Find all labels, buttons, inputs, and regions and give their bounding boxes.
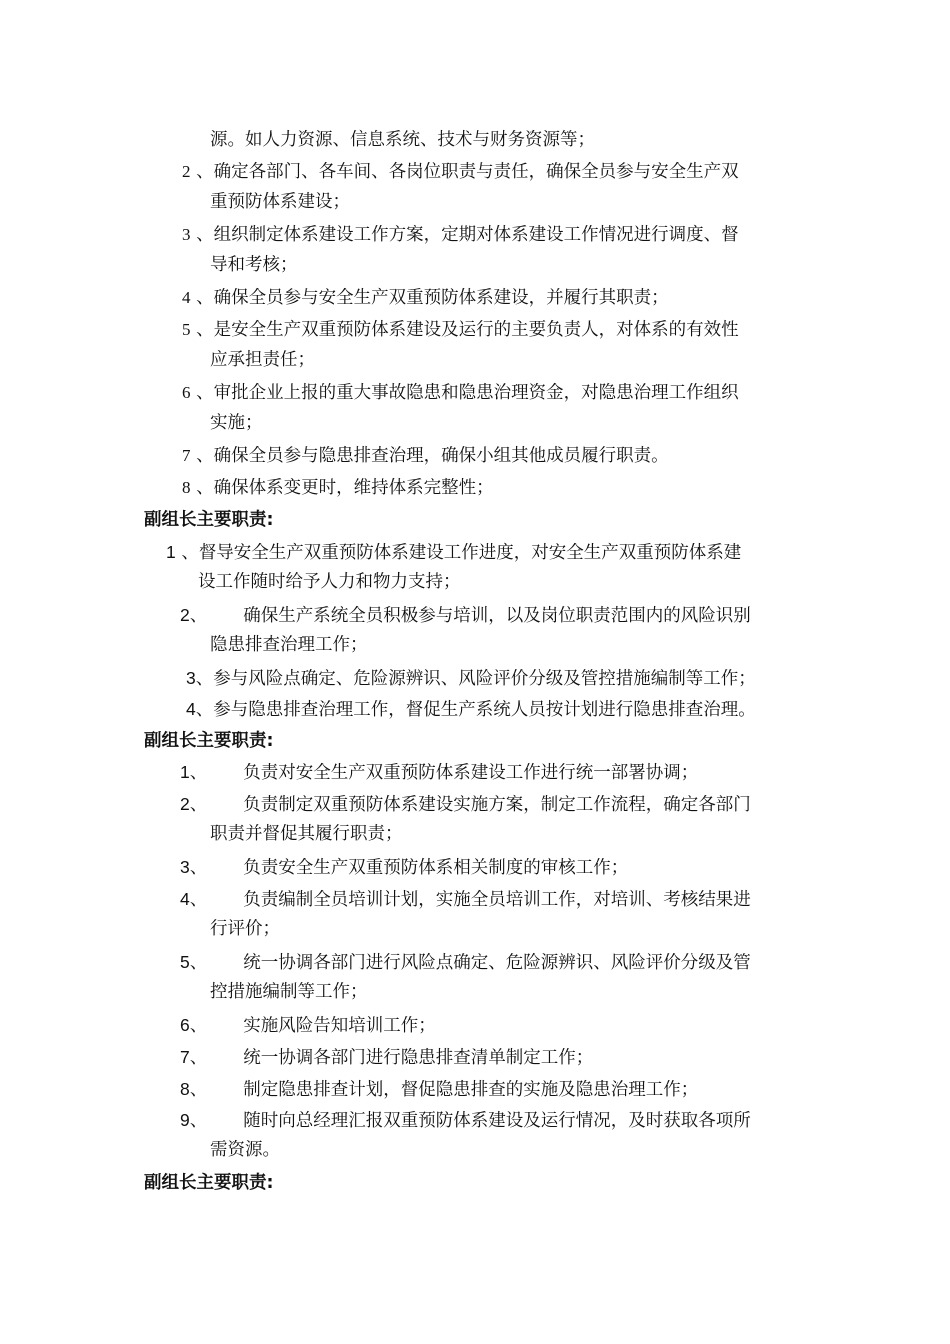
list-item	[182, 444, 669, 468]
item-number: 3	[180, 857, 190, 877]
item-text-continued: 应承担责任；	[210, 350, 315, 370]
list-item	[182, 318, 739, 342]
item-text: 负责编制全员培训计划，实施全员培训工作，对培训、考核结果进	[243, 890, 751, 910]
continuation-text: 源。如人力资源、信息系统、技术与财务资源等；	[210, 130, 595, 150]
list-item	[180, 855, 628, 880]
item-text: 审批企业上报的重大事故隐患和隐患治理资金，对隐患治理工作组织	[213, 383, 739, 403]
item-number: 4	[180, 889, 190, 909]
item-text: 制定隐患排查计划，督促隐患排查的实施及隐患治理工作；	[243, 1080, 699, 1100]
item-separator: 、	[196, 478, 214, 498]
item-number: 5	[182, 320, 191, 339]
item-text: 确保生产系统全员积极参与培训，以及岗位职责范围内的风险识别	[243, 606, 751, 626]
list-item	[180, 950, 751, 975]
item-number: 4	[186, 699, 196, 719]
item-number: 4	[182, 288, 191, 307]
item-separator: 、	[195, 669, 214, 689]
item-separator: 、	[189, 890, 208, 910]
item-text-continued: 设工作随时给予人力和物力支持；	[198, 572, 461, 592]
item-text: 确保体系变更时，维持体系完整性；	[213, 478, 494, 498]
item-separator: 、	[189, 858, 208, 878]
item-number: 6	[182, 383, 191, 402]
item-text: 负责制定双重预防体系建设实施方案，制定工作流程，确定各部门	[243, 795, 751, 815]
item-text: 实施风险告知培训工作；	[243, 1016, 436, 1036]
item-text-continued: 控措施编制等工作；	[210, 982, 368, 1002]
item-number: 5	[180, 952, 190, 972]
item-number: 7	[180, 1047, 190, 1067]
item-number: 3	[186, 668, 196, 688]
item-text: 组织制定体系建设工作方案，定期对体系建设工作情况进行调度、督	[213, 225, 739, 245]
item-separator: 、	[196, 162, 214, 182]
item-text-continued: 导和考核；	[210, 255, 298, 275]
item-text: 负责对安全生产双重预防体系建设工作进行统一部署协调；	[243, 763, 699, 783]
item-separator: 、	[189, 763, 208, 783]
item-separator: 、	[189, 1016, 208, 1036]
list-item	[182, 381, 739, 405]
section-heading: 副组长主要职责:	[144, 510, 274, 530]
item-text-continued: 隐患排查治理工作；	[210, 635, 368, 655]
item-number: 2	[180, 605, 190, 625]
list-item	[180, 1108, 751, 1133]
item-number: 8	[180, 1079, 190, 1099]
item-text: 统一协调各部门进行风险点确定、危险源辨识、风险评价分级及管	[243, 953, 751, 973]
item-number: 6	[180, 1015, 190, 1035]
item-separator: 、	[196, 320, 214, 340]
item-text: 确保全员参与安全生产双重预防体系建设，并履行其职责；	[213, 288, 669, 308]
item-number: 2	[180, 794, 190, 814]
item-text: 参与风险点确定、危险源辨识、风险评价分级及管控措施编制等工作；	[213, 669, 756, 689]
item-text-continued: 重预防体系建设；	[210, 192, 350, 212]
item-text-continued: 需资源。	[210, 1140, 280, 1160]
list-item	[180, 760, 698, 785]
item-text: 负责安全生产双重预防体系相关制度的审核工作；	[243, 858, 629, 878]
item-separator: 、	[196, 225, 214, 245]
list-item	[180, 1013, 436, 1038]
item-number: 8	[182, 478, 191, 497]
list-item	[182, 476, 494, 500]
item-text: 参与隐患排查治理工作，督促生产系统人员按计划进行隐患排查治理。	[213, 700, 756, 720]
item-separator: 、	[189, 1048, 208, 1068]
list-item	[180, 603, 751, 628]
item-separator: 、	[196, 383, 214, 403]
list-item	[180, 1077, 698, 1102]
item-separator: 、	[189, 795, 208, 815]
item-text-continued: 行评价；	[210, 919, 280, 939]
item-text: 确保全员参与隐患排查治理，确保小组其他成员履行职责。	[213, 446, 669, 466]
item-separator: 、	[189, 953, 208, 973]
item-text-continued: 实施；	[210, 413, 263, 433]
item-text: 督导安全生产双重预防体系建设工作进度，对安全生产双重预防体系建	[198, 543, 742, 563]
item-separator: 、	[189, 1080, 208, 1100]
list-item	[182, 286, 669, 310]
list-item	[186, 666, 756, 691]
item-separator: 、	[196, 288, 214, 308]
item-text: 随时向总经理汇报双重预防体系建设及运行情况，及时获取各项所	[243, 1111, 751, 1131]
list-item	[180, 887, 751, 912]
item-number: 1	[166, 542, 176, 562]
item-text: 统一协调各部门进行隐患排查清单制定工作；	[243, 1048, 594, 1068]
list-item	[182, 223, 739, 247]
item-number: 9	[180, 1110, 190, 1130]
item-number: 1	[180, 762, 190, 782]
list-item	[182, 160, 739, 184]
item-text: 是安全生产双重预防体系建设及运行的主要负责人，对体系的有效性	[213, 320, 739, 340]
list-item	[180, 1045, 593, 1070]
item-separator: 、	[195, 700, 214, 720]
item-number: 2	[182, 162, 191, 181]
item-separator: 、	[189, 606, 208, 626]
item-text-continued: 职责并督促其履行职责；	[210, 824, 403, 844]
item-separator: 、	[196, 446, 214, 466]
section-heading: 副组长主要职责:	[144, 1173, 274, 1193]
item-separator: 、	[181, 543, 199, 563]
section-heading: 副组长主要职责:	[144, 731, 274, 751]
item-separator: 、	[189, 1111, 208, 1131]
item-number: 7	[182, 446, 191, 465]
list-item	[186, 697, 756, 722]
list-item	[166, 540, 741, 565]
item-number: 3	[182, 225, 191, 244]
list-item	[180, 792, 751, 817]
item-text: 确定各部门、各车间、各岗位职责与责任，确保全员参与安全生产双	[213, 162, 739, 182]
